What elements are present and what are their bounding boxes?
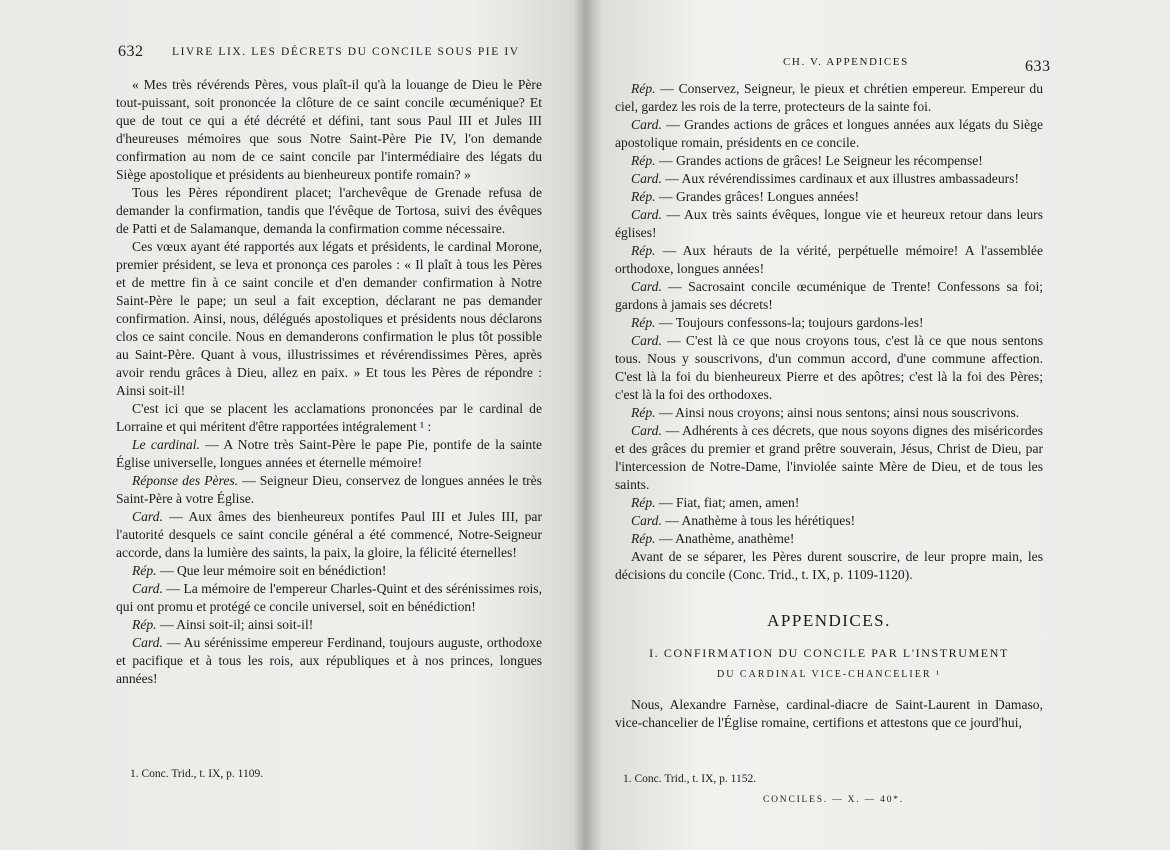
speaker-label: Le cardinal. [132, 437, 200, 452]
paragraph [116, 616, 542, 634]
subheading-line-2: DU CARDINAL VICE-CHANCELIER ¹ [716, 669, 942, 680]
paragraph-text: — Anathème, anathème! [655, 531, 795, 546]
paragraph [116, 400, 542, 436]
paragraph [116, 634, 542, 688]
paragraph [116, 436, 542, 472]
paragraph-text: — Conservez, Seigneur, le pieux et chrétien empereur. Empereur du ciel, gardez les rois de la terre, protecteurs de la sainte foi. [615, 81, 1043, 114]
speaker-label: Card. [631, 333, 662, 348]
paragraph-text: — A Notre très Saint-Père le pape Pie, pontife de la sainte Église universelle, longues années et éternelle mémoire! [116, 437, 542, 470]
paragraph [615, 530, 1043, 548]
speaker-label: Rép. [631, 315, 656, 330]
speaker-label: Card. [631, 171, 662, 186]
speaker-label: Rép. [631, 243, 656, 258]
paragraph [615, 512, 1043, 530]
paragraph [615, 314, 1043, 332]
paragraph [615, 152, 1043, 170]
paragraph-text: — Aux âmes des bienheureux pontifes Paul III et Jules III, par l'autorité desquels ce saint concile général a été commencé, Notre-Seigneur accorde, dans la lumière des saints, la paix, la gloire, la félicité éternelles! [116, 509, 542, 560]
paragraph-text: — C'est là ce que nous croyons tous, c'est là ce que nous sentons tous. Nous y souscrivons, d'un commun accord, d'une commune affection. C'est là la foi du bienheureux Pierre et des apôtres; c'est là la foi des Pères; c'est là la foi des orthodoxes. [615, 333, 1043, 402]
paragraph-text: — Aux très saints évêques, longue vie et heureux retour dans leurs églises! [615, 207, 1043, 240]
running-title: LIVRE LIX. LES DÉCRETS DU CONCILE SOUS PIE IV [172, 46, 520, 58]
paragraph [615, 242, 1043, 278]
paragraph-text: — Grandes grâces! Longues années! [655, 189, 859, 204]
paragraph [615, 188, 1043, 206]
speaker-label: Card. [132, 635, 163, 650]
paragraph-text: Avant de se séparer, les Pères durent souscrire, de leur propre main, les décisions du concile (Conc. Trid., t. IX, p. 1109-1120). [615, 549, 1043, 582]
paragraph-text: — Anathème à tous les hérétiques! [661, 513, 856, 528]
paragraph-text: — Aux hérauts de la vérité, perpétuelle mémoire! A l'assemblée orthodoxe, longues années! [615, 243, 1043, 276]
paragraph [615, 80, 1043, 116]
footnote: 1. Conc. Trid., t. IX, p. 1152. [623, 773, 757, 785]
paragraph-text: « Mes très révérends Pères, vous plaît-il qu'à la louange de Dieu le Père tout-puissant, soit prononcée la clôture de ce saint concile œcuménique? Et que de tout ce qui a été décrété et défini, tant sous Paul III et Jules III d'heureuses mémoires que sous Notre Saint-Père Pie IV, l'on demande confirmation au nom de ce saint concile par l'intermédiaire des légats du Siège apostolique et présidents au bienheureux pontife romain? » [116, 77, 542, 182]
speaker-label: Rép. [631, 81, 656, 96]
paragraph-text: — Seigneur Dieu, conservez de longues années le très Saint-Père à votre Église. [116, 473, 542, 506]
paragraph-text: — Au sérénissime empereur Ferdinand, toujours auguste, orthodoxe et pacifique et à tous les rois, aux républiques et à nos princes, longues années! [116, 635, 542, 686]
paragraph-text: — Grandes actions de grâces et longues années aux légats du Siège apostolique romain, présidents en ce concile. [615, 117, 1043, 150]
paragraph [615, 422, 1043, 494]
speaker-label: Rép. [631, 153, 656, 168]
speaker-label: Card. [631, 513, 662, 528]
paragraph [615, 278, 1043, 314]
paragraph [615, 116, 1043, 152]
speaker-label: Card. [631, 117, 662, 132]
subheading-line-1: I. CONFIRMATION DU CONCILE PAR L'INSTRUMENT [649, 646, 1009, 660]
paragraph [116, 76, 542, 184]
paragraph-text: — Grandes actions de grâces! Le Seigneur les récompense! [655, 153, 983, 168]
speaker-label: Réponse des Pères. [132, 473, 239, 488]
speaker-label: Card. [132, 509, 163, 524]
paragraph-text: — Adhérents à ces décrets, que nous soyons dignes des miséricordes et des grâces du premier et grand prêtre souverain, Jésus, Christ de Dieu, par l'intercession de Notre-Dame, l'inviolée sainte Mère de Dieu, et de tous les saints. [615, 423, 1043, 492]
paragraph [116, 562, 542, 580]
paragraph [615, 404, 1043, 422]
paragraph [116, 238, 542, 400]
paragraph-text: Ces vœux ayant été rapportés aux légats et présidents, le cardinal Morone, premier président, se leva et prononça ces paroles : « Il plaît à tous les Pères et de mettre fin à ce saint concile et d'en demander confirmation à Notre Saint-Père le pape; un seul a fait exception, déclarant ne pas demander confirmation. Ainsi, nous, délégués apostoliques et présidents nous déclarons clos ce saint concile. Nous en demanderons confirmation le plus tôt possible au Saint-Père. Quant à vous, illustrissimes et révérendissimes Pères, après avoir rendu grâces à Dieu, allez en paix. » Et tous les Pères de répondre : Ainsi soit-il! [116, 239, 542, 398]
speaker-label: Card. [631, 423, 662, 438]
paragraph [615, 548, 1043, 584]
paragraph-text: — La mémoire de l'empereur Charles-Quint et des sérénissimes rois, qui ont promu et protégé ce concile universel, soit en bénédiction! [116, 581, 542, 614]
speaker-label: Card. [631, 207, 662, 222]
speaker-label: Card. [631, 279, 662, 294]
paragraph-text: — Que leur mémoire soit en bénédiction! [156, 563, 387, 578]
speaker-label: Rép. [631, 531, 656, 546]
closing-paragraph: Nous, Alexandre Farnèse, cardinal-diacre de Saint-Laurent in Damaso, vice-chancelier de l'Église romaine, certifions et attestons que ce jourd'hui, [615, 697, 1043, 730]
paragraph [615, 170, 1043, 188]
paragraph [615, 206, 1043, 242]
paragraph [116, 472, 542, 508]
paragraph-text: — Sacrosaint concile œcuménique de Trente! Confessons sa foi; gardons à jamais ses décrets! [615, 279, 1043, 312]
speaker-label: Rép. [132, 617, 157, 632]
paragraph [116, 508, 542, 562]
paragraph-text: — Aux révérendissimes cardinaux et aux illustres ambassadeurs! [661, 171, 1019, 186]
section-heading: APPENDICES. [767, 611, 891, 630]
paragraph-text: — Toujours confessons-la; toujours gardons-les! [655, 315, 924, 330]
running-title: CH. V. APPENDICES [783, 56, 909, 68]
paragraph [116, 184, 542, 238]
speaker-label: Rép. [631, 495, 656, 510]
speaker-label: Rép. [631, 405, 656, 420]
paragraph-text: — Ainsi soit-il; ainsi soit-il! [156, 617, 314, 632]
paragraph-text: — Ainsi nous croyons; ainsi nous sentons; ainsi nous souscrivons. [655, 405, 1020, 420]
body-text [615, 80, 1043, 732]
speaker-label: Rép. [132, 563, 157, 578]
body-text [116, 76, 542, 688]
paragraph [615, 494, 1043, 512]
speaker-label: Card. [132, 581, 163, 596]
paragraph-text: C'est ici que se placent les acclamations prononcées par le cardinal de Lorraine et qui méritent d'être rapportées intégralement ¹ : [116, 401, 542, 434]
signature-mark: CONCILES. — X. — 40*. [763, 795, 904, 805]
speaker-label: Rép. [631, 189, 656, 204]
footnote: 1. Conc. Trid., t. IX, p. 1109. [130, 768, 264, 780]
right-page [585, 0, 1170, 850]
page-number: 633 [1025, 58, 1051, 75]
paragraph [615, 332, 1043, 404]
paragraph-text: — Fiat, fiat; amen, amen! [655, 495, 800, 510]
paragraph-text: Tous les Pères répondirent placet; l'archevêque de Grenade refusa de demander la confirmation, tandis que l'évêque de Tortosa, suivi des évêques de Patti et de Salamanque, demanda la confirmation comme nécessaire. [116, 185, 542, 236]
page-number: 632 [118, 43, 144, 60]
paragraph [116, 580, 542, 616]
section-subheading [615, 642, 1043, 686]
